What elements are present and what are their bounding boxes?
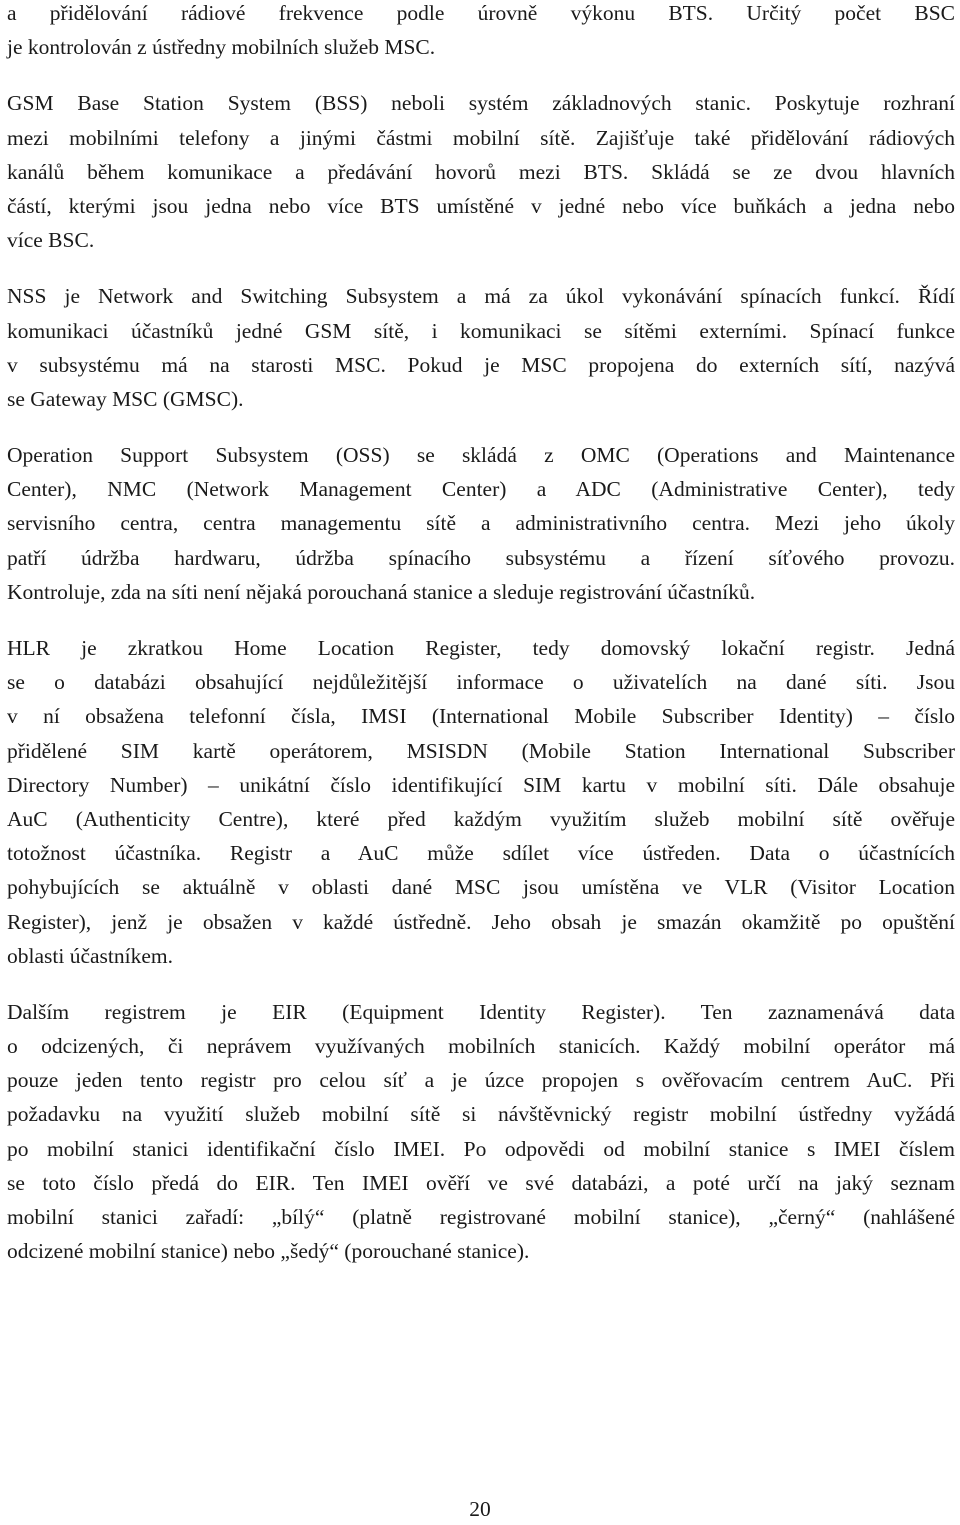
text-line: mezi mobilními telefony a jinými částmi mobilní sítě. Zajišťuje také přidělování rádiových [7,125,955,150]
text-line: Dalším registrem je EIR (Equipment Identity Register). Ten zaznamenává data [7,999,955,1024]
text-line: se toto číslo předá do EIR. Ten IMEI ověří ve své databázi, a poté určí na jaký seznam [7,1170,955,1195]
paragraph-oss [7,438,955,609]
text-line: patří údržba hardwaru, údržba spínacího subsystému a řízení síťového provozu. [7,545,955,570]
text-line: více BSC. [7,228,95,253]
text-line: Center), NMC (Network Management Center) a ADC (Administrative Center), tedy [7,477,955,502]
text-line: Operation Support Subsystem (OSS) se skládá z OMC (Operations and Maintenance [7,443,955,468]
text-line: a přidělování rádiové frekvence podle úrovně výkonu BTS. Určitý počet BSC [7,1,955,25]
text-line: HLR je zkratkou Home Location Register, tedy domovský lokační registr. Jedná [7,636,955,660]
text-line: oblasti účastníkem. [7,943,173,968]
text-line: Kontroluje, zda na síti není nějaká porouchaná stanice a sleduje registrování účastníků. [7,579,756,604]
paragraph-bss [7,86,955,257]
text-line: o odcizených, či neprávem využívaných mobilních stanicích. Každý mobilní operátor má [7,1034,955,1059]
text-line: pohybujících se aktuálně v oblasti dané MSC jsou umístěna ve VLR (Visitor Location [7,875,955,900]
paragraph-nss [7,279,955,416]
text-line: AuC (Authenticity Centre), které před každým využitím služeb mobilní sítě ověřuje [7,806,955,831]
page-number: 20 [469,1497,491,1521]
text-line: v subsystému má na starosti MSC. Pokud je MSC propojena do externích sítí, nazývá [7,352,955,377]
text-line: komunikaci účastníků jedné GSM sítě, i komunikaci se sítěmi externími. Spínací funkce [7,318,955,343]
text-line: je kontrolován z ústředny mobilních služeb MSC. [7,35,436,60]
text-line: odcizené mobilní stanice) nebo „šedý“ (porouchané stanice). [7,1239,530,1264]
text-line: mobilní stanici zařadí: „bílý“ (platně registrované mobilní stanice), „černý“ (nahlášené [7,1205,955,1229]
paragraph-bsc-control [7,0,955,64]
text-line: NSS je Network and Switching Subsystem a má za úkol vykonávání spínacích funkcí. Řídí [7,284,955,309]
text-line: totožnost účastníka. Registr a AuC může sdílet více ústředen. Data o účastnících [7,841,955,866]
document-body [7,0,955,1268]
paragraph-hlr [7,631,955,973]
text-line: po mobilní stanici identifikační číslo IMEI. Po odpovědi od mobilní stanice s IMEI číslem [7,1136,955,1161]
text-line: kanálů během komunikace a předávání hovorů mezi BTS. Skládá se ze dvou hlavních [7,159,955,184]
text-line: přidělené SIM kartě operátorem, MSISDN (Mobile Station International Subscriber [7,738,955,763]
text-line: požadavku na využití služeb mobilní sítě si návštěvnický registr mobilní ústředny vyžádá [7,1102,955,1127]
text-line: pouze jeden tento registr pro celou síť a je úzce propojen s ověřovacím centrem AuC. Při [7,1068,955,1093]
paragraph-eir [7,995,955,1269]
text-line: Directory Number) – unikátní číslo identifikující SIM kartu v mobilní síti. Dále obsahuje [7,772,955,797]
text-line: částí, kterými jsou jedna nebo více BTS umístěné v jedné nebo více buňkách a jedna nebo [7,193,955,218]
text-line: se o databázi obsahující nejdůležitější informace o uživatelích na dané síti. Jsou [7,670,955,695]
text-line: servisního centra, centra managementu sítě a administrativního centra. Mezi jeho úkoly [7,511,955,536]
text-line: se Gateway MSC (GMSC). [7,386,244,411]
text-line: GSM Base Station System (BSS) neboli systém základnových stanic. Poskytuje rozhraní [7,91,955,116]
text-line: v ní obsažena telefonní čísla, IMSI (International Mobile Subscriber Identity) – číslo [7,704,955,729]
text-line: Register), jenž je obsažen v každé ústředně. Jeho obsah je smazán okamžitě po opuštění [7,909,955,934]
